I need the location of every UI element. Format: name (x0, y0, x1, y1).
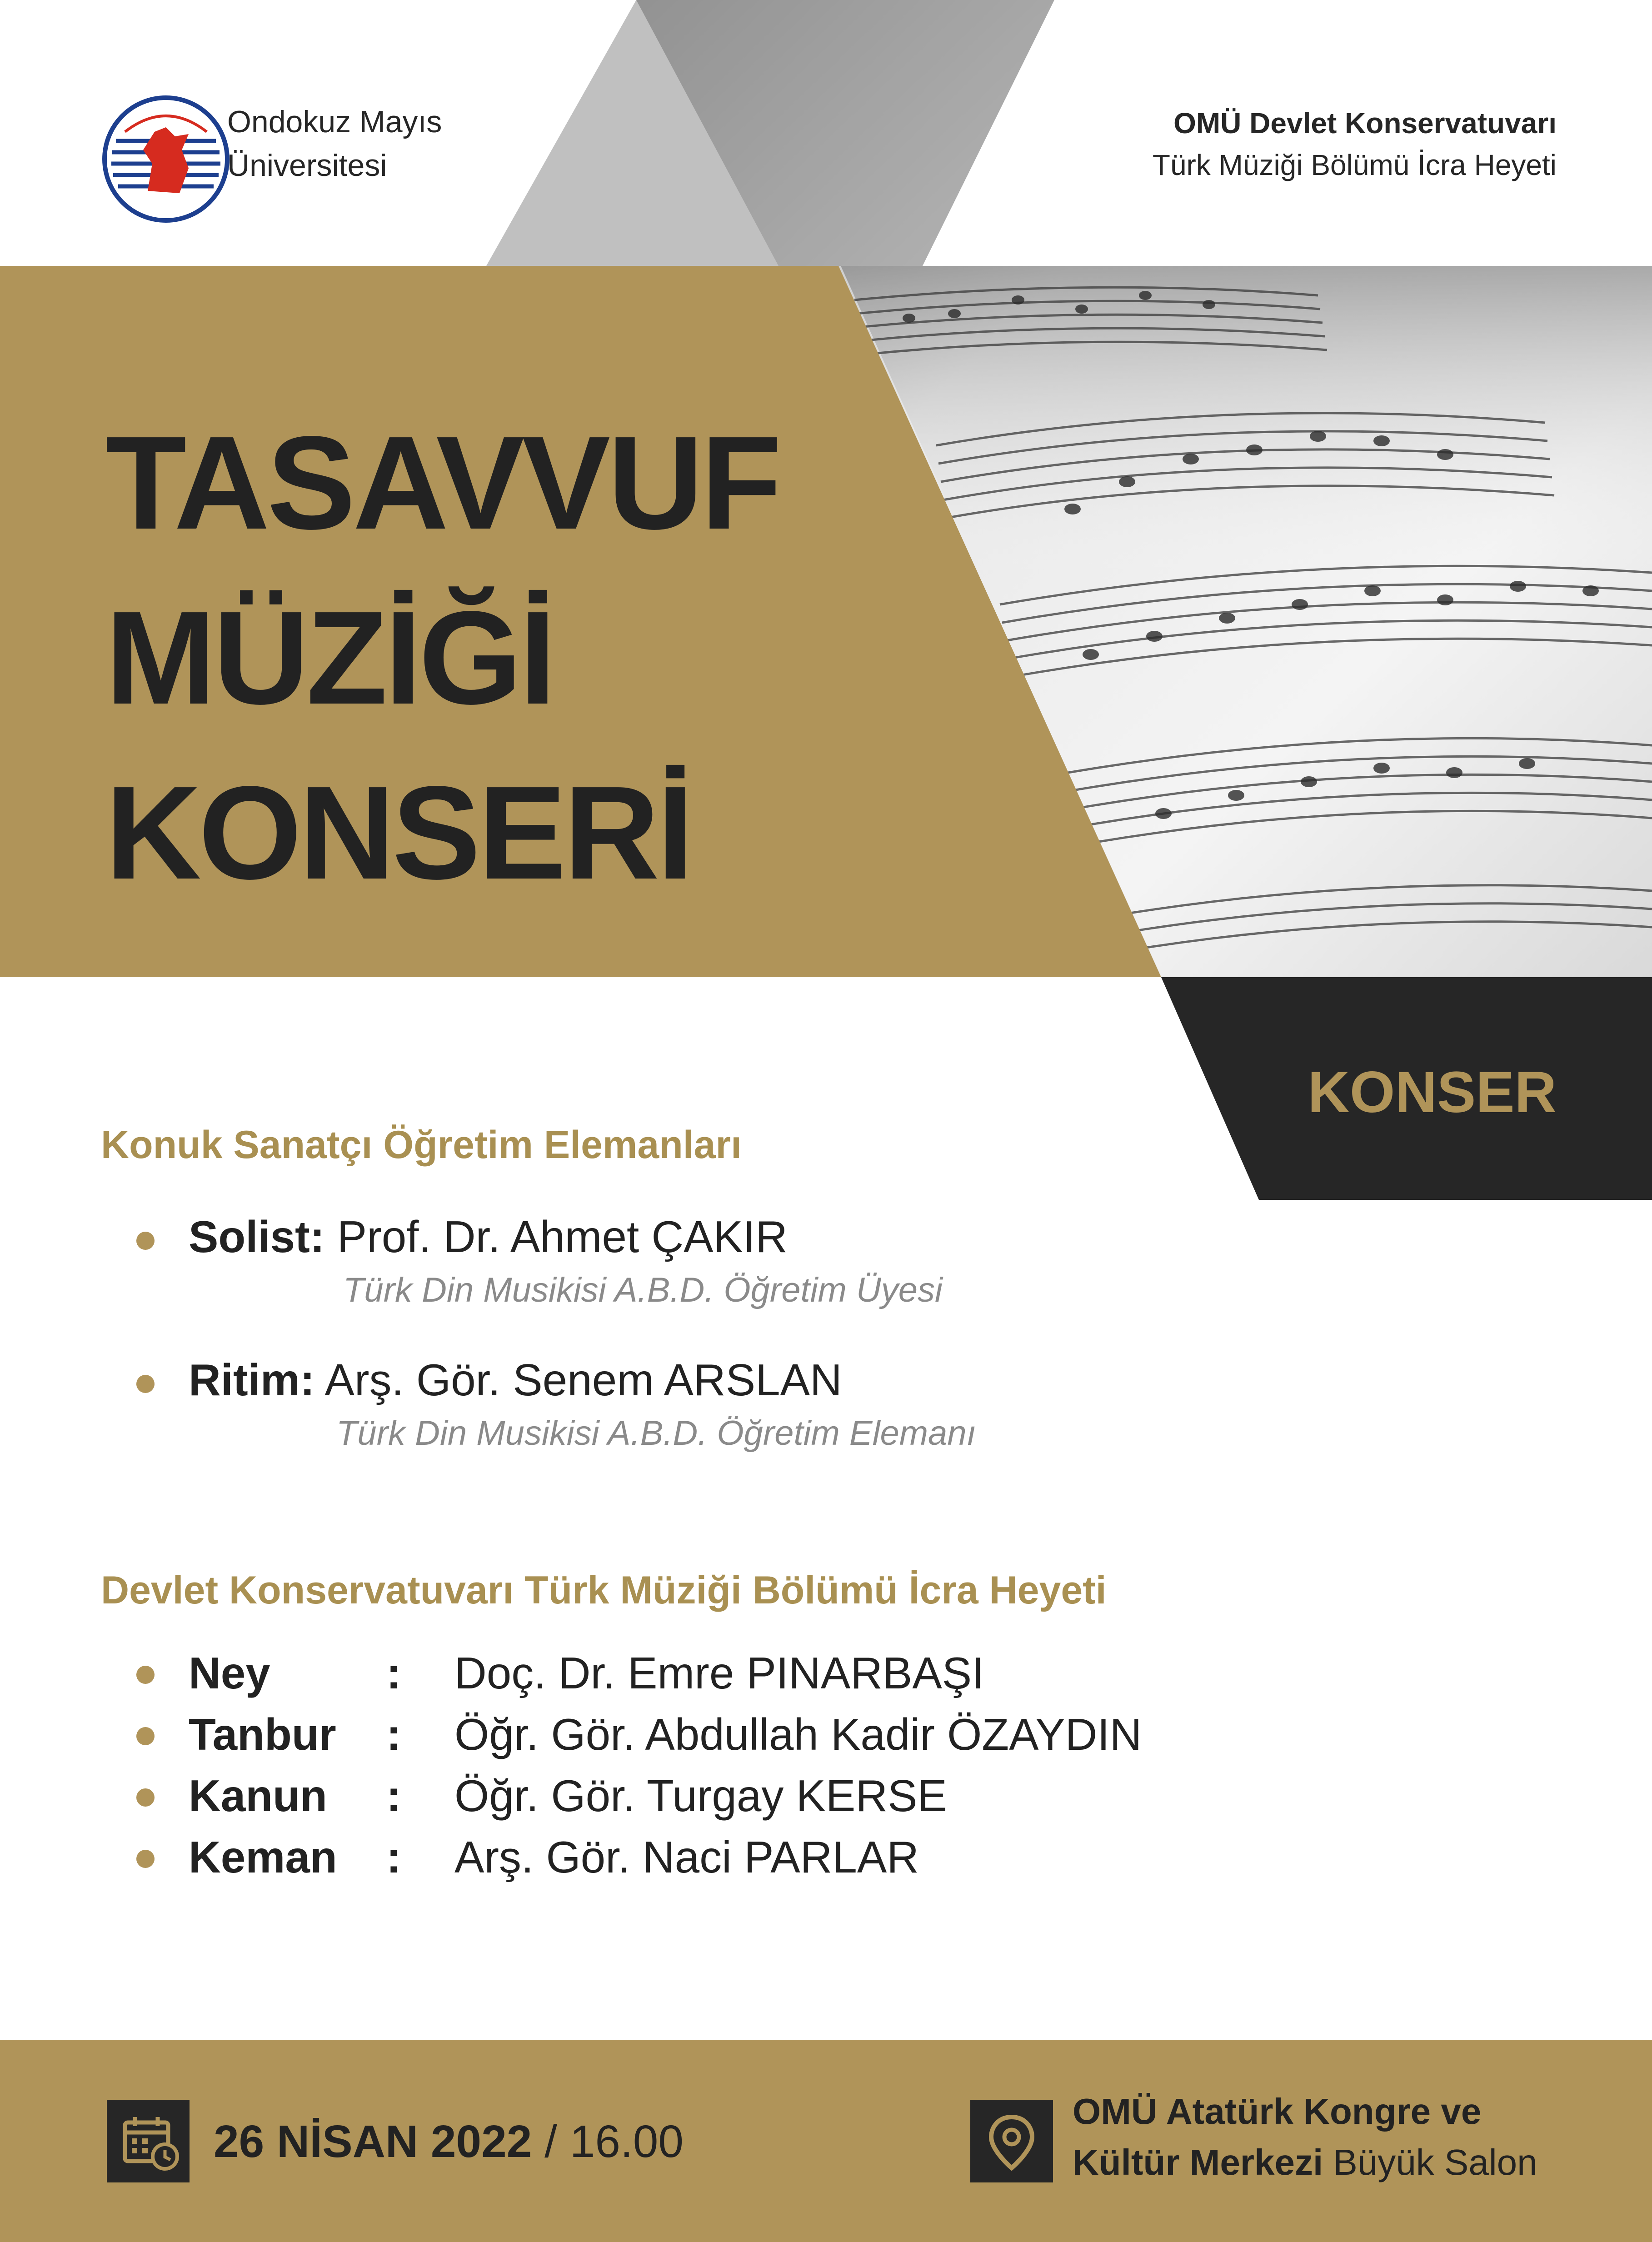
konser-badge-label: KONSER (1308, 1060, 1557, 1125)
guest-role: Ritim: (189, 1355, 315, 1405)
bullet (136, 1788, 155, 1807)
venue-hall: Büyük Salon (1323, 2142, 1537, 2182)
venue-line1: OMÜ Atatürk Kongre ve (1073, 2091, 1482, 2132)
event-time: / 16.00 (532, 2116, 684, 2167)
guest-name: Arş. Gör. Senem ARSLAN (324, 1355, 842, 1405)
title-line-1: TASAVVUF (105, 409, 779, 557)
guest-role: Solist: (189, 1212, 325, 1262)
university-name-line1: Ondokuz Mayıs (227, 105, 442, 139)
separator-colon: : (386, 1832, 401, 1882)
event-date-day: 26 NİSAN 2022 (214, 2116, 532, 2167)
guest-title: Türk Din Musikisi A.B.D. Öğretim Elemanı (336, 1414, 976, 1453)
map-pin-icon (970, 2100, 1053, 2182)
instrument-label: Ney (189, 1648, 270, 1698)
bullet (136, 1375, 155, 1393)
concert-title (105, 395, 779, 920)
performer-name: Doç. Dr. Emre PINARBAŞI (454, 1648, 984, 1698)
separator-colon: : (386, 1648, 401, 1698)
calendar-clock-icon (107, 2100, 190, 2182)
separator-colon: : (386, 1771, 401, 1821)
department-line2: Türk Müziği Bölümü İcra Heyeti (1152, 149, 1557, 181)
venue-name: Kültür Merkezi (1073, 2142, 1323, 2182)
university-name-line2: Üniversitesi (227, 148, 387, 183)
separator-colon: : (386, 1709, 401, 1759)
bullet (136, 1850, 155, 1868)
instrument-label: Kanun (189, 1771, 327, 1821)
title-line-3: KONSERİ (105, 759, 691, 907)
performer-name: Öğr. Gör. Abdullah Kadir ÖZAYDIN (454, 1709, 1142, 1759)
guest-row-rhythm (189, 1354, 842, 1406)
venue-line2 (1073, 2137, 1537, 2188)
guests-heading: Konuk Sanatçı Öğretim Elemanları (101, 1123, 742, 1167)
bullet (136, 1666, 155, 1684)
department-name (1153, 102, 1557, 186)
instrument-label: Keman (189, 1832, 337, 1882)
instrument-label: Tanbur (189, 1709, 336, 1759)
guest-name: Prof. Dr. Ahmet ÇAKIR (337, 1212, 788, 1262)
bullet (136, 1727, 155, 1745)
performer-name: Arş. Gör. Naci PARLAR (454, 1832, 919, 1882)
university-logo (98, 91, 234, 227)
performer-name: Öğr. Gör. Turgay KERSE (454, 1771, 947, 1821)
event-venue (1073, 2086, 1537, 2188)
bullet (136, 1232, 155, 1250)
title-line-2: MÜZİĞİ (105, 584, 554, 732)
university-name (227, 100, 442, 187)
guest-row-soloist (189, 1211, 788, 1263)
event-date (214, 2116, 684, 2168)
ensemble-heading: Devlet Konservatuvarı Türk Müziği Bölümü İcra Heyeti (101, 1568, 1107, 1612)
guest-title: Türk Din Musikisi A.B.D. Öğretim Üyesi (343, 1271, 943, 1309)
department-line1: OMÜ Devlet Konservatuvarı (1173, 107, 1557, 140)
